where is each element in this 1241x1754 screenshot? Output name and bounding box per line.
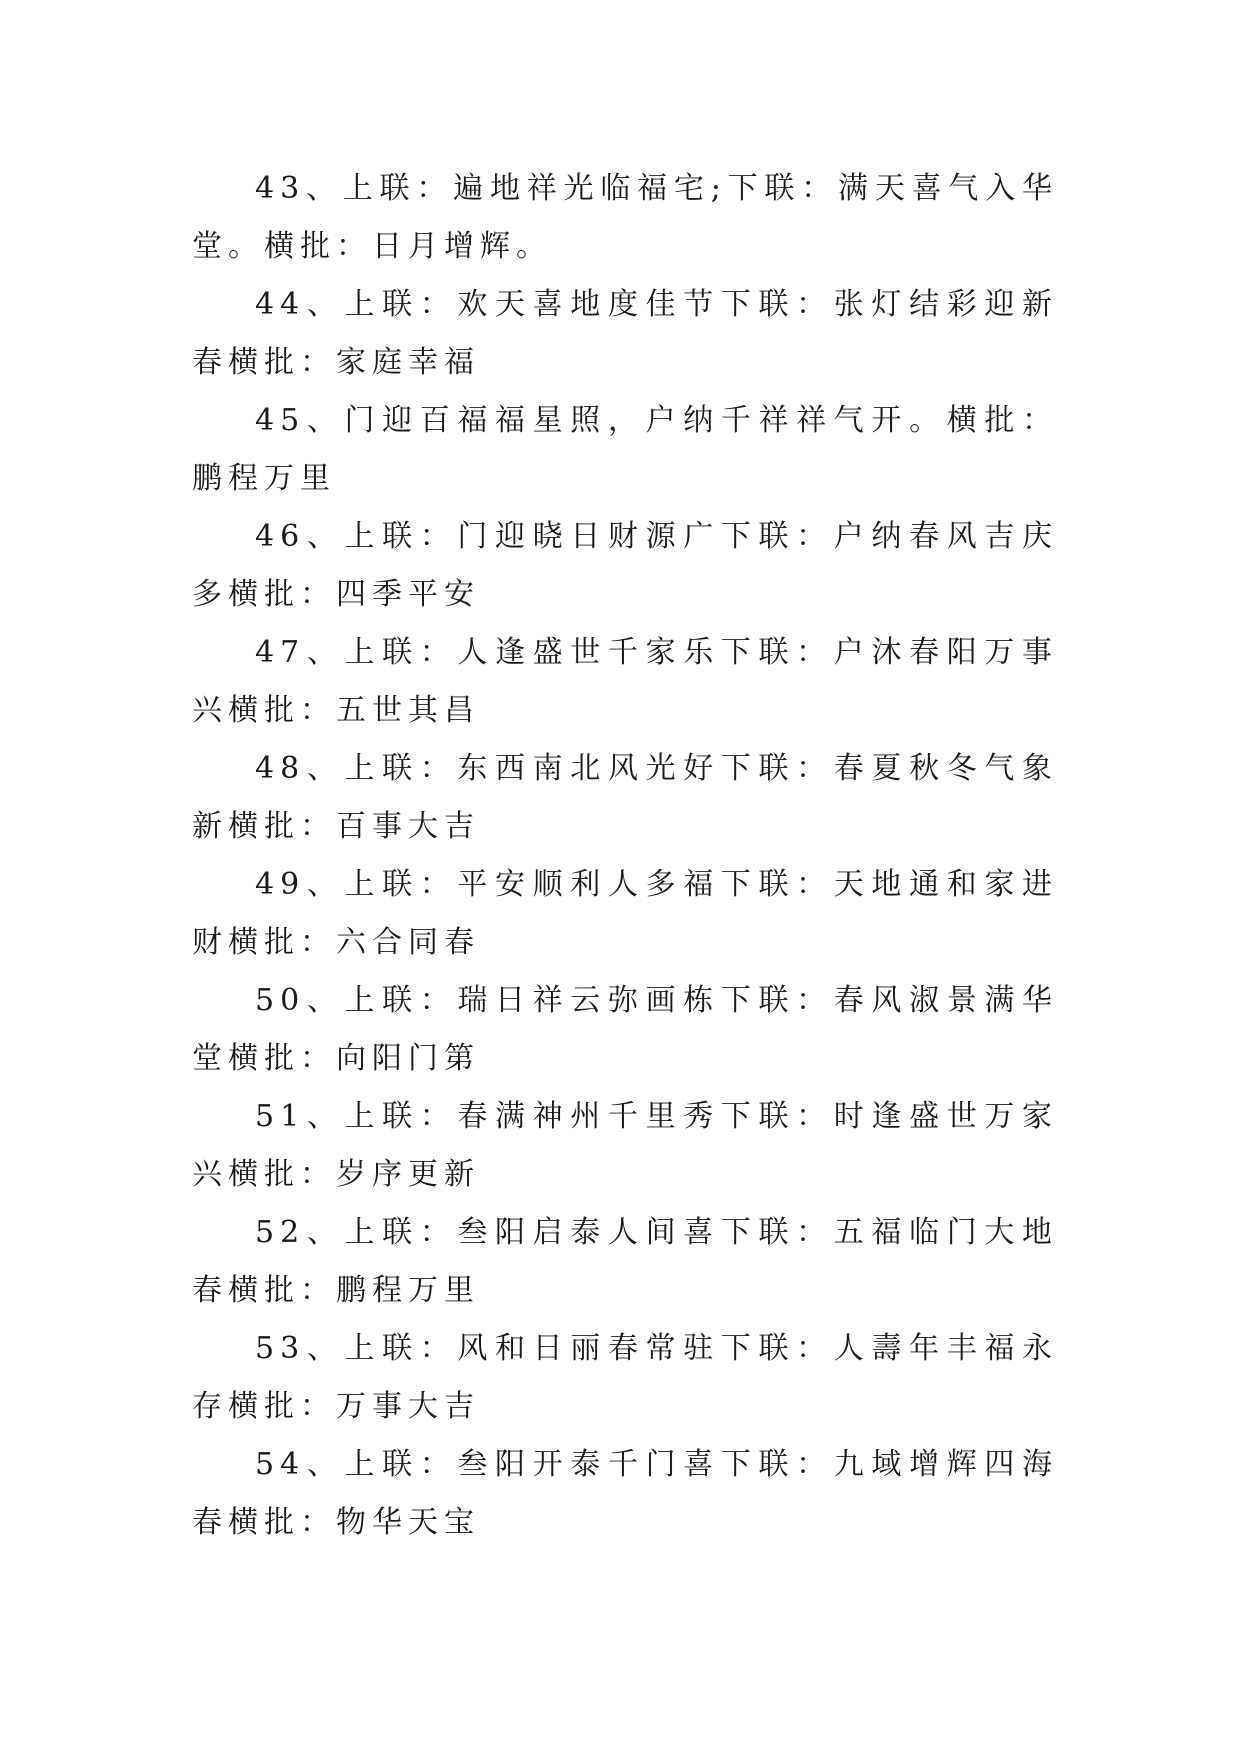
couplet-paragraph-44: 44、上联：欢天喜地度佳节下联：张灯结彩迎新春横批：家庭幸福	[192, 287, 1058, 380]
couplet-paragraph-48: 48、上联：东西南北风光好下联：春夏秋冬气象新横批：百事大吉	[192, 751, 1058, 844]
couplet-paragraph-51: 51、上联：春满神州千里秀下联：时逢盛世万家兴横批：岁序更新	[192, 1099, 1058, 1192]
couplet-paragraph-49: 49、上联：平安顺利人多福下联：天地通和家进财横批：六合同春	[192, 867, 1058, 960]
couplet-paragraph-45: 45、门迎百福福星照，户纳千祥祥气开。横批：鹏程万里	[192, 403, 1058, 496]
couplet-paragraph-43: 43、上联：遍地祥光临福宅;下联：满天喜气入华堂。横批：日月增辉。	[192, 171, 1058, 264]
document-body	[192, 160, 1058, 1552]
couplet-paragraph-50: 50、上联：瑞日祥云弥画栋下联：春风淑景满华堂横批：向阳门第	[192, 983, 1058, 1076]
couplet-paragraph-52: 52、上联：叁阳启泰人间喜下联：五福临门大地春横批：鹏程万里	[192, 1215, 1058, 1308]
couplet-paragraph-46: 46、上联：门迎晓日财源广下联：户纳春风吉庆多横批：四季平安	[192, 519, 1058, 612]
couplet-paragraph-47: 47、上联：人逢盛世千家乐下联：户沐春阳万事兴横批：五世其昌	[192, 635, 1058, 728]
couplet-paragraph-53: 53、上联：风和日丽春常驻下联：人壽年丰福永存横批：万事大吉	[192, 1331, 1058, 1424]
couplet-paragraph-54: 54、上联：叁阳开泰千门喜下联：九域增辉四海春横批：物华天宝	[192, 1447, 1058, 1540]
